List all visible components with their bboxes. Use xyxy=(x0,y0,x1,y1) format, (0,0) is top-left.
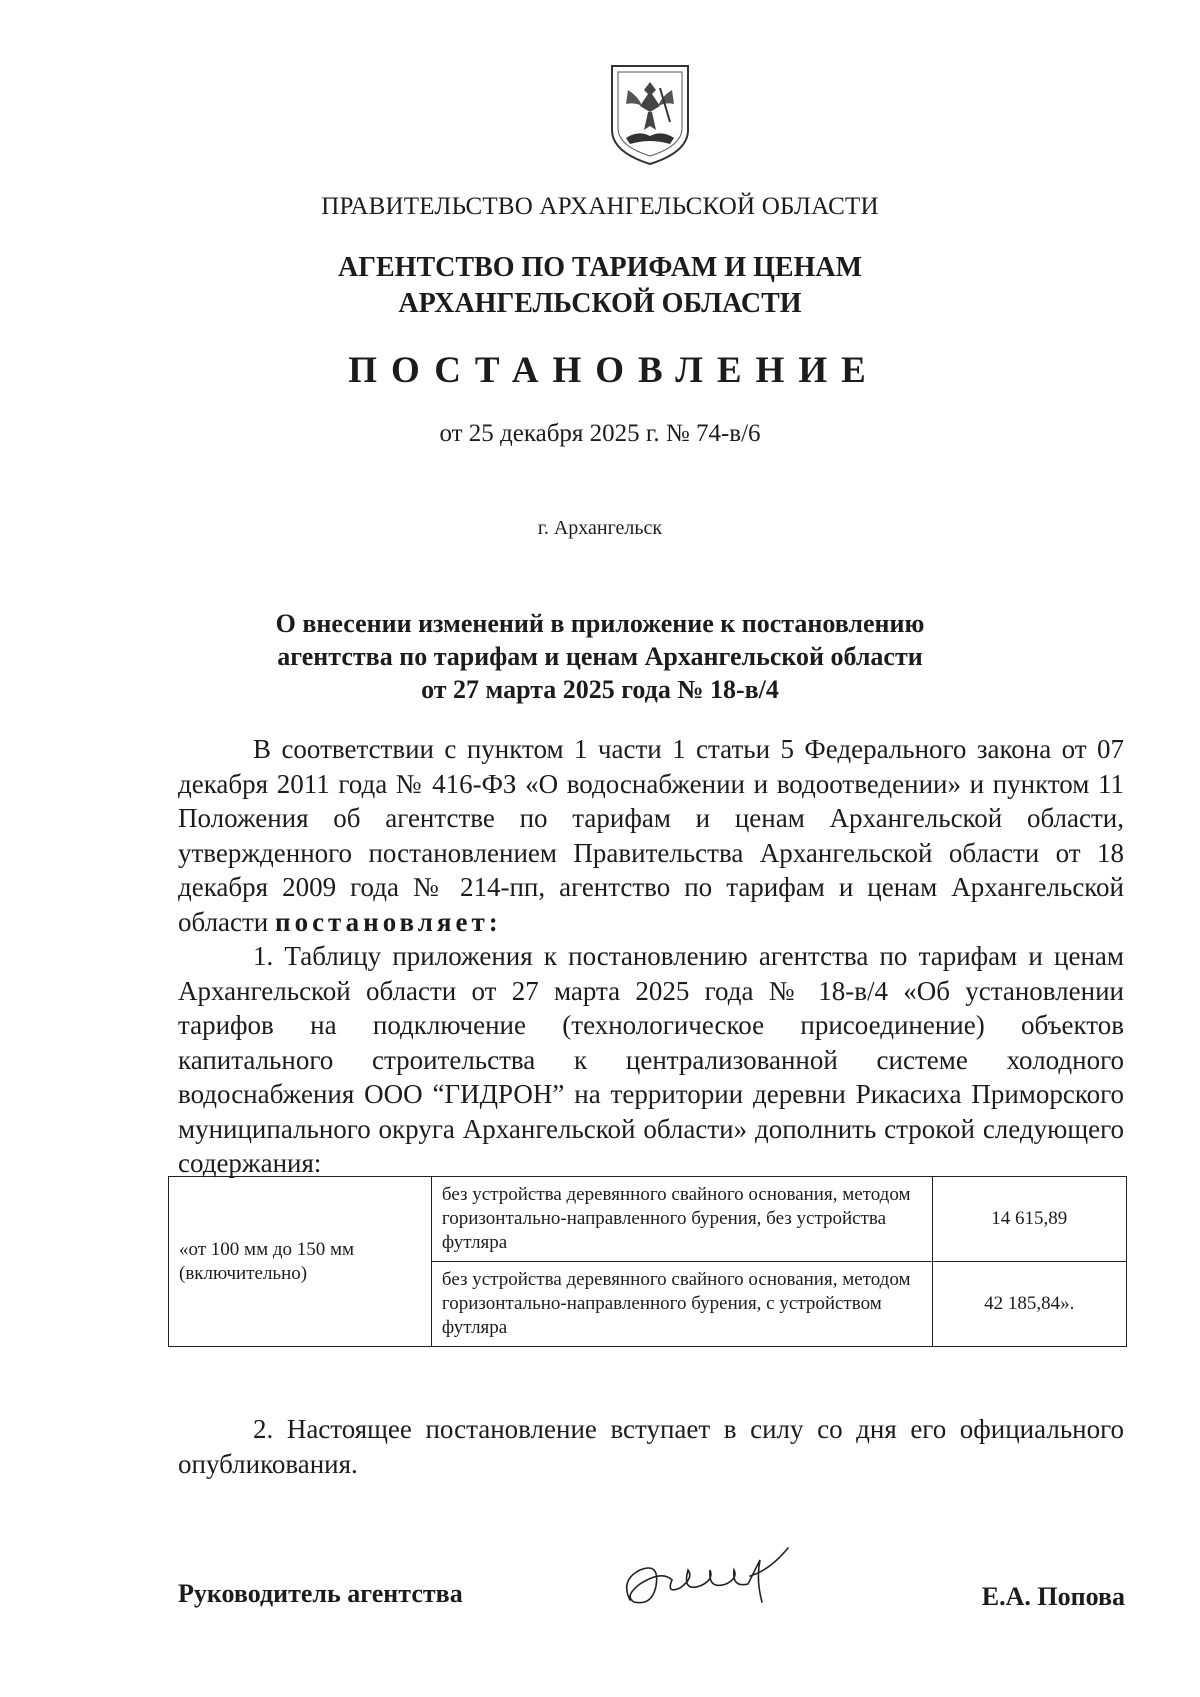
subject-line2: агентства по тарифам и ценам Архангельской области xyxy=(277,642,923,671)
subject-line1: О внесении изменений в приложение к постановлению xyxy=(275,609,925,638)
document-date-number: от 25 декабря 2025 г. № 74-в/6 xyxy=(439,420,761,447)
document-city: г. Архангельск xyxy=(537,517,663,539)
agency-name-line1: АГЕНТСТВО ПО ТАРИФАМ И ЦЕНАМ xyxy=(337,252,863,283)
coat-of-arms-icon xyxy=(604,60,696,168)
description-cell: без устройства деревянного свайного основания, методом горизонтально-направленного бурения, с устройством футляра xyxy=(431,1262,932,1347)
preamble-paragraph xyxy=(178,732,1124,939)
government-name: ПРАВИТЕЛЬСТВО АРХАНГЕЛЬСКОЙ ОБЛАСТИ xyxy=(321,193,879,220)
price-cell: 42 185,84». xyxy=(932,1262,1126,1347)
diameter-cell: «от 100 мм до 150 мм (включительно) xyxy=(169,1177,432,1347)
item2-text xyxy=(178,1412,1124,1481)
decree-word: постановляет: xyxy=(275,906,502,937)
item1-paragraph: 1. Таблицу приложения к постановлению агентства по тарифам и ценам Архангельской области от 27 марта 2025 года № 18-в/4 «Об установлении тарифов на подключение (технологическое присоединение) объектов капитального строительства к централизованной системе холодного водоснабжения ООО “ГИДРОН” на территории деревни Рикасиха Приморского муниципального округа Архангельской области» дополнить строкой следующего содержания: xyxy=(178,941,1124,1178)
main-text xyxy=(178,732,1124,1181)
signatory-role: Руководитель агентства xyxy=(178,1579,463,1608)
agency-name xyxy=(0,250,1200,322)
agency-name-line2: АРХАНГЕЛЬСКОЙ ОБЛАСТИ xyxy=(398,288,802,319)
document-type-title: ПОСТАНОВЛЕНИЕ xyxy=(348,350,880,391)
description-cell: без устройства деревянного свайного основания, методом горизонтально-направленного бурения, без устройства футляра xyxy=(431,1177,932,1262)
preamble-text: В соответствии с пунктом 1 части 1 статьи 5 Федерального закона от 07 декабря 2011 года № 416-ФЗ «О водоснабжении и водоотведении» и пунктом 11 Положения об агентстве по тарифам и ценам Архангельской области, утвержденного постановлением Правительства Архангельской области от 18 декабря 2009 года № 214-пп, агентство по тарифам и ценам Архангельской области xyxy=(178,734,1124,937)
price-cell: 14 615,89 xyxy=(932,1177,1126,1262)
tariff-table xyxy=(168,1176,1127,1347)
subject-line3: от 27 марта 2025 года № 18-в/4 xyxy=(421,675,779,704)
table-row xyxy=(169,1177,1127,1262)
document-subject xyxy=(0,607,1200,706)
signatory-name: Е.А. Попова xyxy=(981,1582,1125,1611)
handwritten-signature xyxy=(610,1540,800,1620)
item2-paragraph: 2. Настоящее постановление вступает в силу со дня его официального опубликования. xyxy=(178,1414,1124,1479)
